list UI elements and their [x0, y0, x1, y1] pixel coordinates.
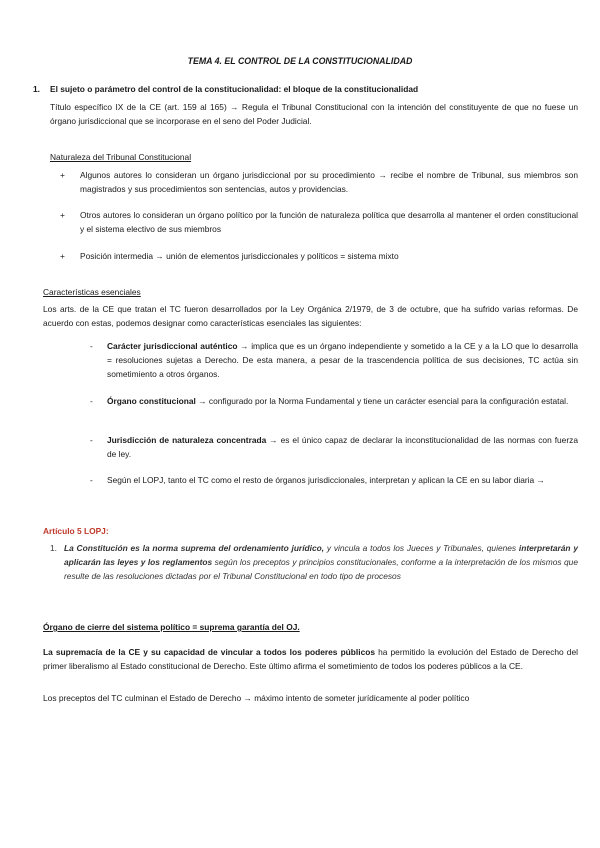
caracteristica-item: [90, 433, 578, 461]
dash-marker: -: [90, 341, 93, 351]
naturaleza-item-text: Posición intermedia → unión de elementos jurisdiccionales y políticos = sistema mixto: [80, 251, 399, 261]
organo-paragraph-1: [43, 645, 578, 673]
dash-marker: -: [90, 475, 93, 485]
naturaleza-item: [60, 168, 578, 196]
articulo-5-quote: [50, 541, 578, 584]
caracteristica-desc: → implica que es un órgano independiente y sometido a la CE y a la LO que lo desarrolla = resoluciones sujetas a Derecho. De esta manera, a pesar de la trascendencia política de sus decisiones, TC actúa sin sometimiento a otros órganos.: [107, 341, 578, 380]
plus-marker: +: [60, 251, 65, 261]
quote-text-2: según los preceptos y principios constitucionales, conforme a la interpretación de los mismos que resulte de las resoluciones dictadas por el Tribunal Constitucional en todo tipo de procesos: [64, 557, 578, 582]
plus-marker: +: [60, 170, 65, 180]
dash-marker: -: [90, 396, 93, 406]
organo-p1-text: ha permitido la evolución del Estado de Derecho del primer liberalismo al Estado constitucional de Derecho. Este último afirma el sometimiento de todos los poderes públicos a la CE.: [43, 647, 578, 672]
organo-paragraph-2: Los preceptos del TC culminan el Estado de Derecho → máximo intento de someter jurídicamente al poder político: [43, 693, 470, 703]
section-1-heading: [33, 82, 573, 96]
caracteristica-desc: Según el LOPJ, tanto el TC como el resto de órganos jurisdiccionales, interpretan y aplican la CE en su labor diaria →: [107, 475, 545, 485]
articulo-5-heading: Artículo 5 LOPJ:: [43, 526, 109, 536]
naturaleza-item: [60, 249, 578, 263]
caracteristicas-heading: Características esenciales: [43, 287, 141, 297]
quote-text-1: y vincula a todos los Jueces y Tribunales, quienes: [324, 543, 519, 553]
caracteristica-term: Carácter jurisdiccional auténtico: [107, 341, 238, 351]
organo-p1-bold: La supremacía de la CE y su capacidad de vincular a todos los poderes públicos: [43, 647, 375, 657]
naturaleza-item: [60, 208, 578, 236]
naturaleza-item-text: Otros autores lo consideran un órgano político por la función de naturaleza política que desarrolla al mantener el orden constitucional y el sistema electivo de sus miembros: [80, 210, 578, 235]
section-1-number: 1.: [33, 84, 40, 94]
quote-bold-1: La Constitución es la norma suprema del ordenamiento jurídico,: [64, 543, 325, 553]
quote-bold-2: interpretarán y aplicarán las leyes y los reglamentos: [64, 543, 578, 568]
section-1-heading-text: El sujeto o parámetro del control de la constitucionalidad: el bloque de la constitucionalidad: [50, 84, 419, 94]
caracteristicas-intro: Los arts. de la CE que tratan el TC fueron desarrollados por la Ley Orgánica 2/1979, de 3 de octubre, que ha sufrido varias reformas. De acuerdo con estas, podemos designar como características esenciales las siguientes:: [43, 304, 578, 329]
caracteristica-desc: → es el único capaz de declarar la inconstitucionalidad de las normas con fuerza de ley.: [107, 435, 578, 460]
caracteristica-term: Órgano constitucional: [107, 396, 196, 406]
dash-marker: -: [90, 435, 93, 445]
caracteristica-desc: → configurado por la Norma Fundamental y tiene un carácter esencial para la configuración estatal.: [195, 396, 569, 406]
organo-heading: Órgano de cierre del sistema político = suprema garantía del OJ.: [43, 622, 300, 632]
naturaleza-item-text: Algunos autores lo consideran un órgano jurisdiccional por su procedimiento → recibe el nombre de Tribunal, sus miembros son magistrados y sus procedimientos son sentencias, autos y providencias.: [80, 170, 578, 195]
section-1-intro: Título específico IX de la CE (art. 159 al 165) → Regula el Tribunal Constitucional con la intención del constituyente de que no fuese un órgano jurisdiccional que se incorporase en el seno del Poder Judicial.: [50, 102, 578, 127]
caracteristica-item: [90, 339, 578, 382]
caracteristica-item: [90, 394, 578, 408]
caracteristica-term: Jurisdicción de naturaleza concentrada: [107, 435, 267, 445]
naturaleza-heading: Naturaleza del Tribunal Constitucional: [50, 152, 192, 162]
plus-marker: +: [60, 210, 65, 220]
document-title: TEMA 4. EL CONTROL DE LA CONSTITUCIONALIDAD: [187, 56, 413, 66]
articulo-5-number: 1.: [50, 543, 57, 553]
caracteristica-item: [90, 473, 578, 487]
